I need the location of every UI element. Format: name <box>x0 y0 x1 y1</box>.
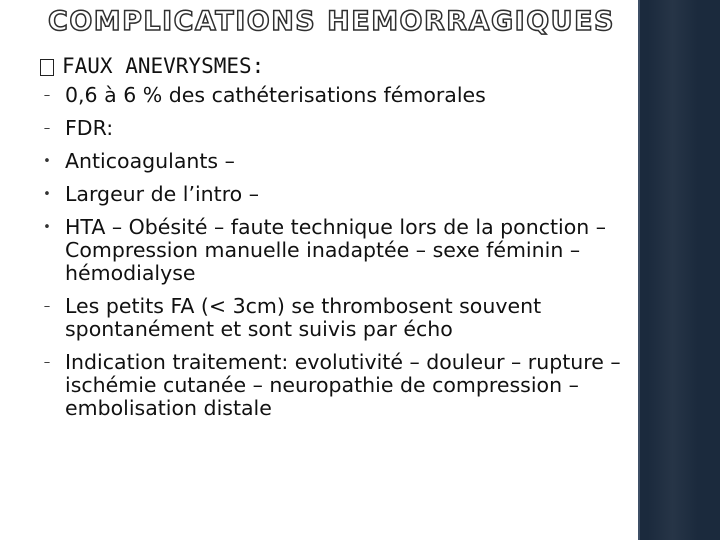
list-item <box>40 216 630 285</box>
list-item-text: FDR: <box>65 116 114 140</box>
list-item <box>40 295 630 341</box>
list-item <box>40 351 630 420</box>
slide-body <box>40 54 630 430</box>
dash-bullet-icon: – <box>43 355 51 370</box>
list-item-text: 0,6 à 6 % des cathéterisations fémorales <box>65 83 486 107</box>
sidebar-shine <box>648 0 698 540</box>
slide-title: COMPLICATIONS HEMORRAGIQUES <box>48 6 615 37</box>
dot-bullet-icon: • <box>43 187 51 202</box>
section-heading <box>40 54 630 84</box>
bullet-list <box>40 84 630 420</box>
dot-bullet-icon: • <box>43 154 51 169</box>
list-item <box>40 84 630 107</box>
section-heading-text: FAUX ANEVRYSMES: <box>62 54 265 78</box>
list-item-text: Les petits FA (< 3cm) se thrombosent souvent spontanément et sont suivis par écho <box>65 294 542 341</box>
dash-bullet-icon: – <box>43 88 51 103</box>
list-item-text: Largeur de l’intro – <box>65 182 259 206</box>
list-item-text: Anticoagulants – <box>65 149 235 173</box>
dot-bullet-icon: • <box>43 220 51 235</box>
list-item <box>40 150 630 173</box>
list-item-text: HTA – Obésité – faute technique lors de la ponction – Compression manuelle inadaptée – sexe féminin – hémodialyse <box>65 215 607 285</box>
list-item <box>40 117 630 140</box>
checkbox-bullet-icon <box>40 59 54 76</box>
dash-bullet-icon: – <box>43 299 51 314</box>
list-item <box>40 183 630 206</box>
dash-bullet-icon: – <box>43 121 51 136</box>
list-item-text: Indication traitement: evolutivité – douleur – rupture – ischémie cutanée – neuropathie de compression – embolisation distale <box>65 350 621 420</box>
